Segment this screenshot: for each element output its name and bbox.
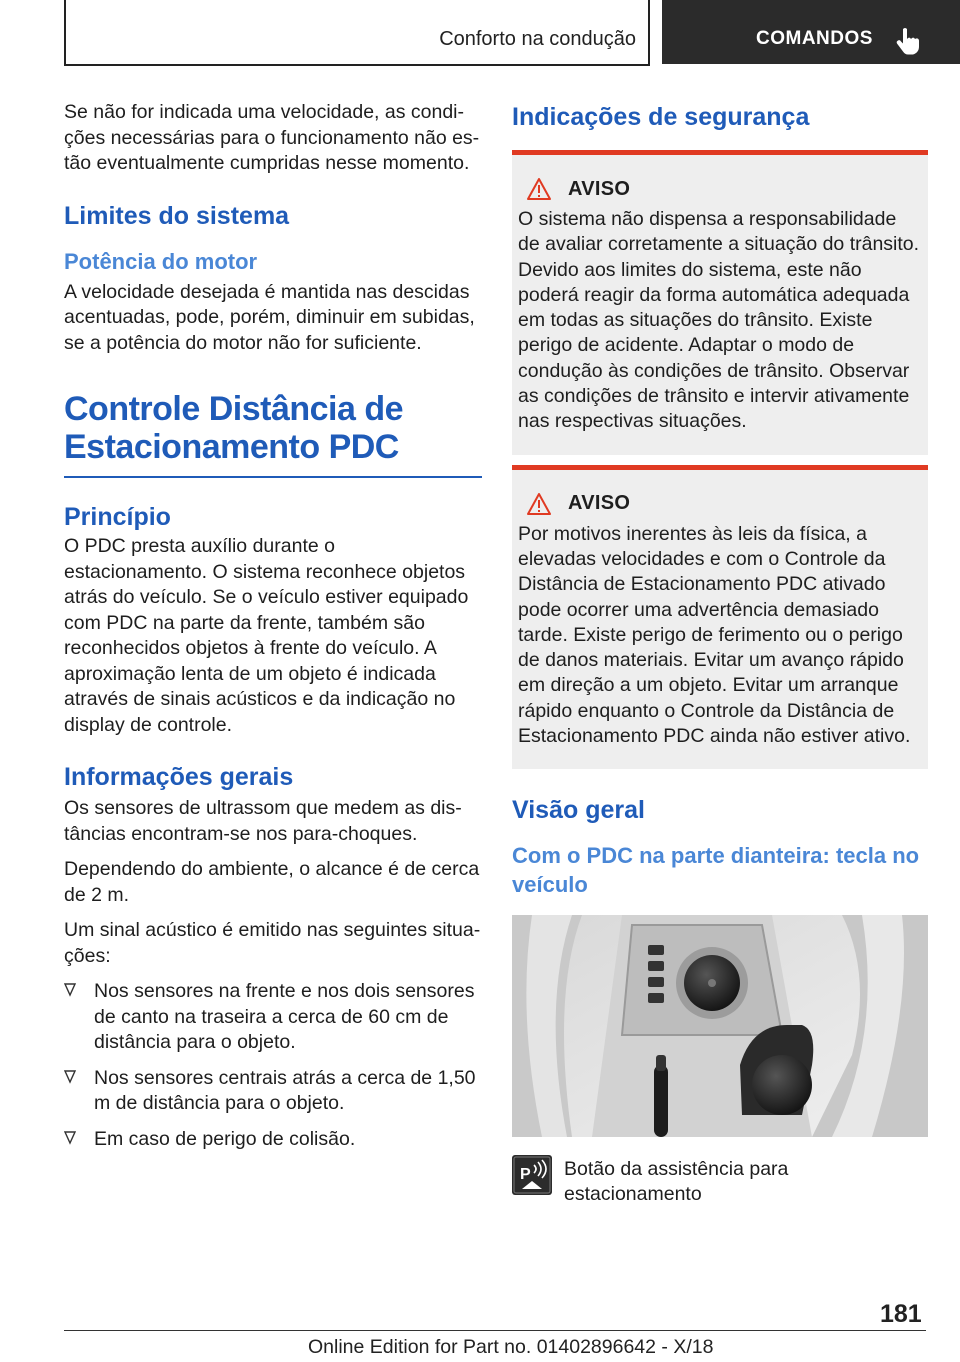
triangle-bullet-icon	[64, 983, 76, 997]
page-header	[0, 0, 960, 66]
pdc-chapter-title-line2: Estacionamento PDC	[64, 428, 399, 466]
general-info-paragraph-3: Um sinal acústico é emitido nas seguintes situações:	[64, 919, 481, 967]
warning-title: AVISO	[568, 492, 631, 515]
signal-situations-list	[64, 979, 482, 1152]
hand-pointer-icon	[894, 26, 922, 56]
warning-header	[518, 177, 922, 201]
engine-power-heading: Potência do motor	[64, 248, 258, 274]
chapter-title-rule	[64, 476, 482, 478]
center-console-illustration	[512, 915, 928, 1137]
parking-button-legend	[512, 1155, 928, 1207]
warning-box-1	[512, 150, 928, 455]
warning-header	[518, 492, 922, 516]
parking-assist-button-icon	[512, 1155, 552, 1195]
principle-paragraph: O PDC presta auxílio durante o estacionamento. O sistema reconhece objetos atrás do veículo. Se o veículo estiver equipado com PDC na parte da frente, também são reconhecidos objetos à frente do veículo. A aproximação lenta de um objeto é indicada através de sinais acústicos e da indicação no display de controle.	[64, 535, 469, 736]
list-item-text: Nos sensores na frente e nos dois sensores de canto na traseira a cerca de 60 cm de distância para o objeto.	[94, 980, 475, 1053]
header-chapter-label: COMANDOS	[756, 28, 873, 49]
warning-box-2	[512, 465, 928, 770]
general-info-paragraph-2: Dependendo do ambiente, o alcance é de cerca de 2 m.	[64, 858, 480, 906]
warning-text: Por motivos inerentes às leis da física, a elevadas velocidades e com o Controle da Distância de Estacionamento PDC ativado pode ocorrer uma advertência demasiado tarde. Existe perigo de ferimento ou o perigo de danos materiais. Evitar um avanço rápido em direção a um objeto. Evitar um arranque rápido enquanto o Controle da Distância de Estacionamento PDC ainda não estiver ativo.	[518, 522, 911, 748]
general-info-heading: Informações gerais	[64, 763, 294, 791]
center-console-photo	[512, 915, 928, 1137]
header-divider	[648, 0, 650, 66]
left-column	[64, 100, 482, 1162]
triangle-bullet-icon	[64, 1070, 76, 1084]
safety-heading: Indicações de segurança	[512, 103, 810, 131]
list-item	[64, 1066, 482, 1117]
header-section-title: Conforto na condução	[439, 28, 636, 50]
triangle-bullet-icon	[64, 1131, 76, 1145]
header-chapter-tab	[662, 0, 960, 64]
warning-text: O sistema não dispensa a responsabilidade de avaliar corretamente a situação do trânsito. Devido aos limites do sistema, este não poderá reagir da forma automática adequada em todas as situações do trânsito. Existe perigo de acidente. Adaptar o modo de condução às condições de trânsito. Observar as condições de trânsito e intervir ativamente nas respectivas situações.	[518, 208, 920, 433]
warning-triangle-icon	[526, 177, 552, 201]
right-column	[512, 100, 928, 1207]
list-item	[64, 979, 482, 1056]
limits-heading: Limites do sistema	[64, 201, 290, 230]
general-info-paragraph-1: Os sensores de ultrassom que medem as distâncias encontram-se nos para-choques.	[64, 797, 462, 845]
warning-triangle-icon	[526, 492, 552, 516]
page-number: 181	[880, 1300, 922, 1328]
footer-rule	[64, 1330, 926, 1331]
header-left-border	[64, 0, 66, 66]
warning-title: AVISO	[568, 177, 631, 200]
parking-button-caption: Botão da assistência para estacionamento	[564, 1158, 789, 1206]
list-item-text: Em caso de perigo de colisão.	[94, 1127, 356, 1150]
engine-power-paragraph: A velocidade desejada é mantida nas descidas acentuadas, pode, porém, diminuir em subidas, se a potência do motor não for suficiente.	[64, 280, 475, 354]
pdc-chapter-title-line1: Controle Distância de	[64, 390, 404, 428]
svg-text:P: P	[520, 1166, 531, 1184]
principle-heading: Princípio	[64, 503, 171, 531]
list-item	[64, 1127, 482, 1153]
header-bottom-border	[64, 64, 650, 66]
footer-edition: Online Edition for Part no. 01402896642 - X/18	[308, 1336, 714, 1358]
list-item-text: Nos sensores centrais atrás a cerca de 1,50 m de distância para o objeto.	[94, 1066, 476, 1114]
intro-paragraph: Se não for indicada uma velocidade, as condições necessárias para o funcionamento não estão eventualmente cumpridas nesse momento.	[64, 101, 480, 174]
overview-heading: Visão geral	[512, 796, 645, 825]
front-pdc-heading: Com o PDC na parte dianteira: tecla no veículo	[512, 843, 920, 898]
